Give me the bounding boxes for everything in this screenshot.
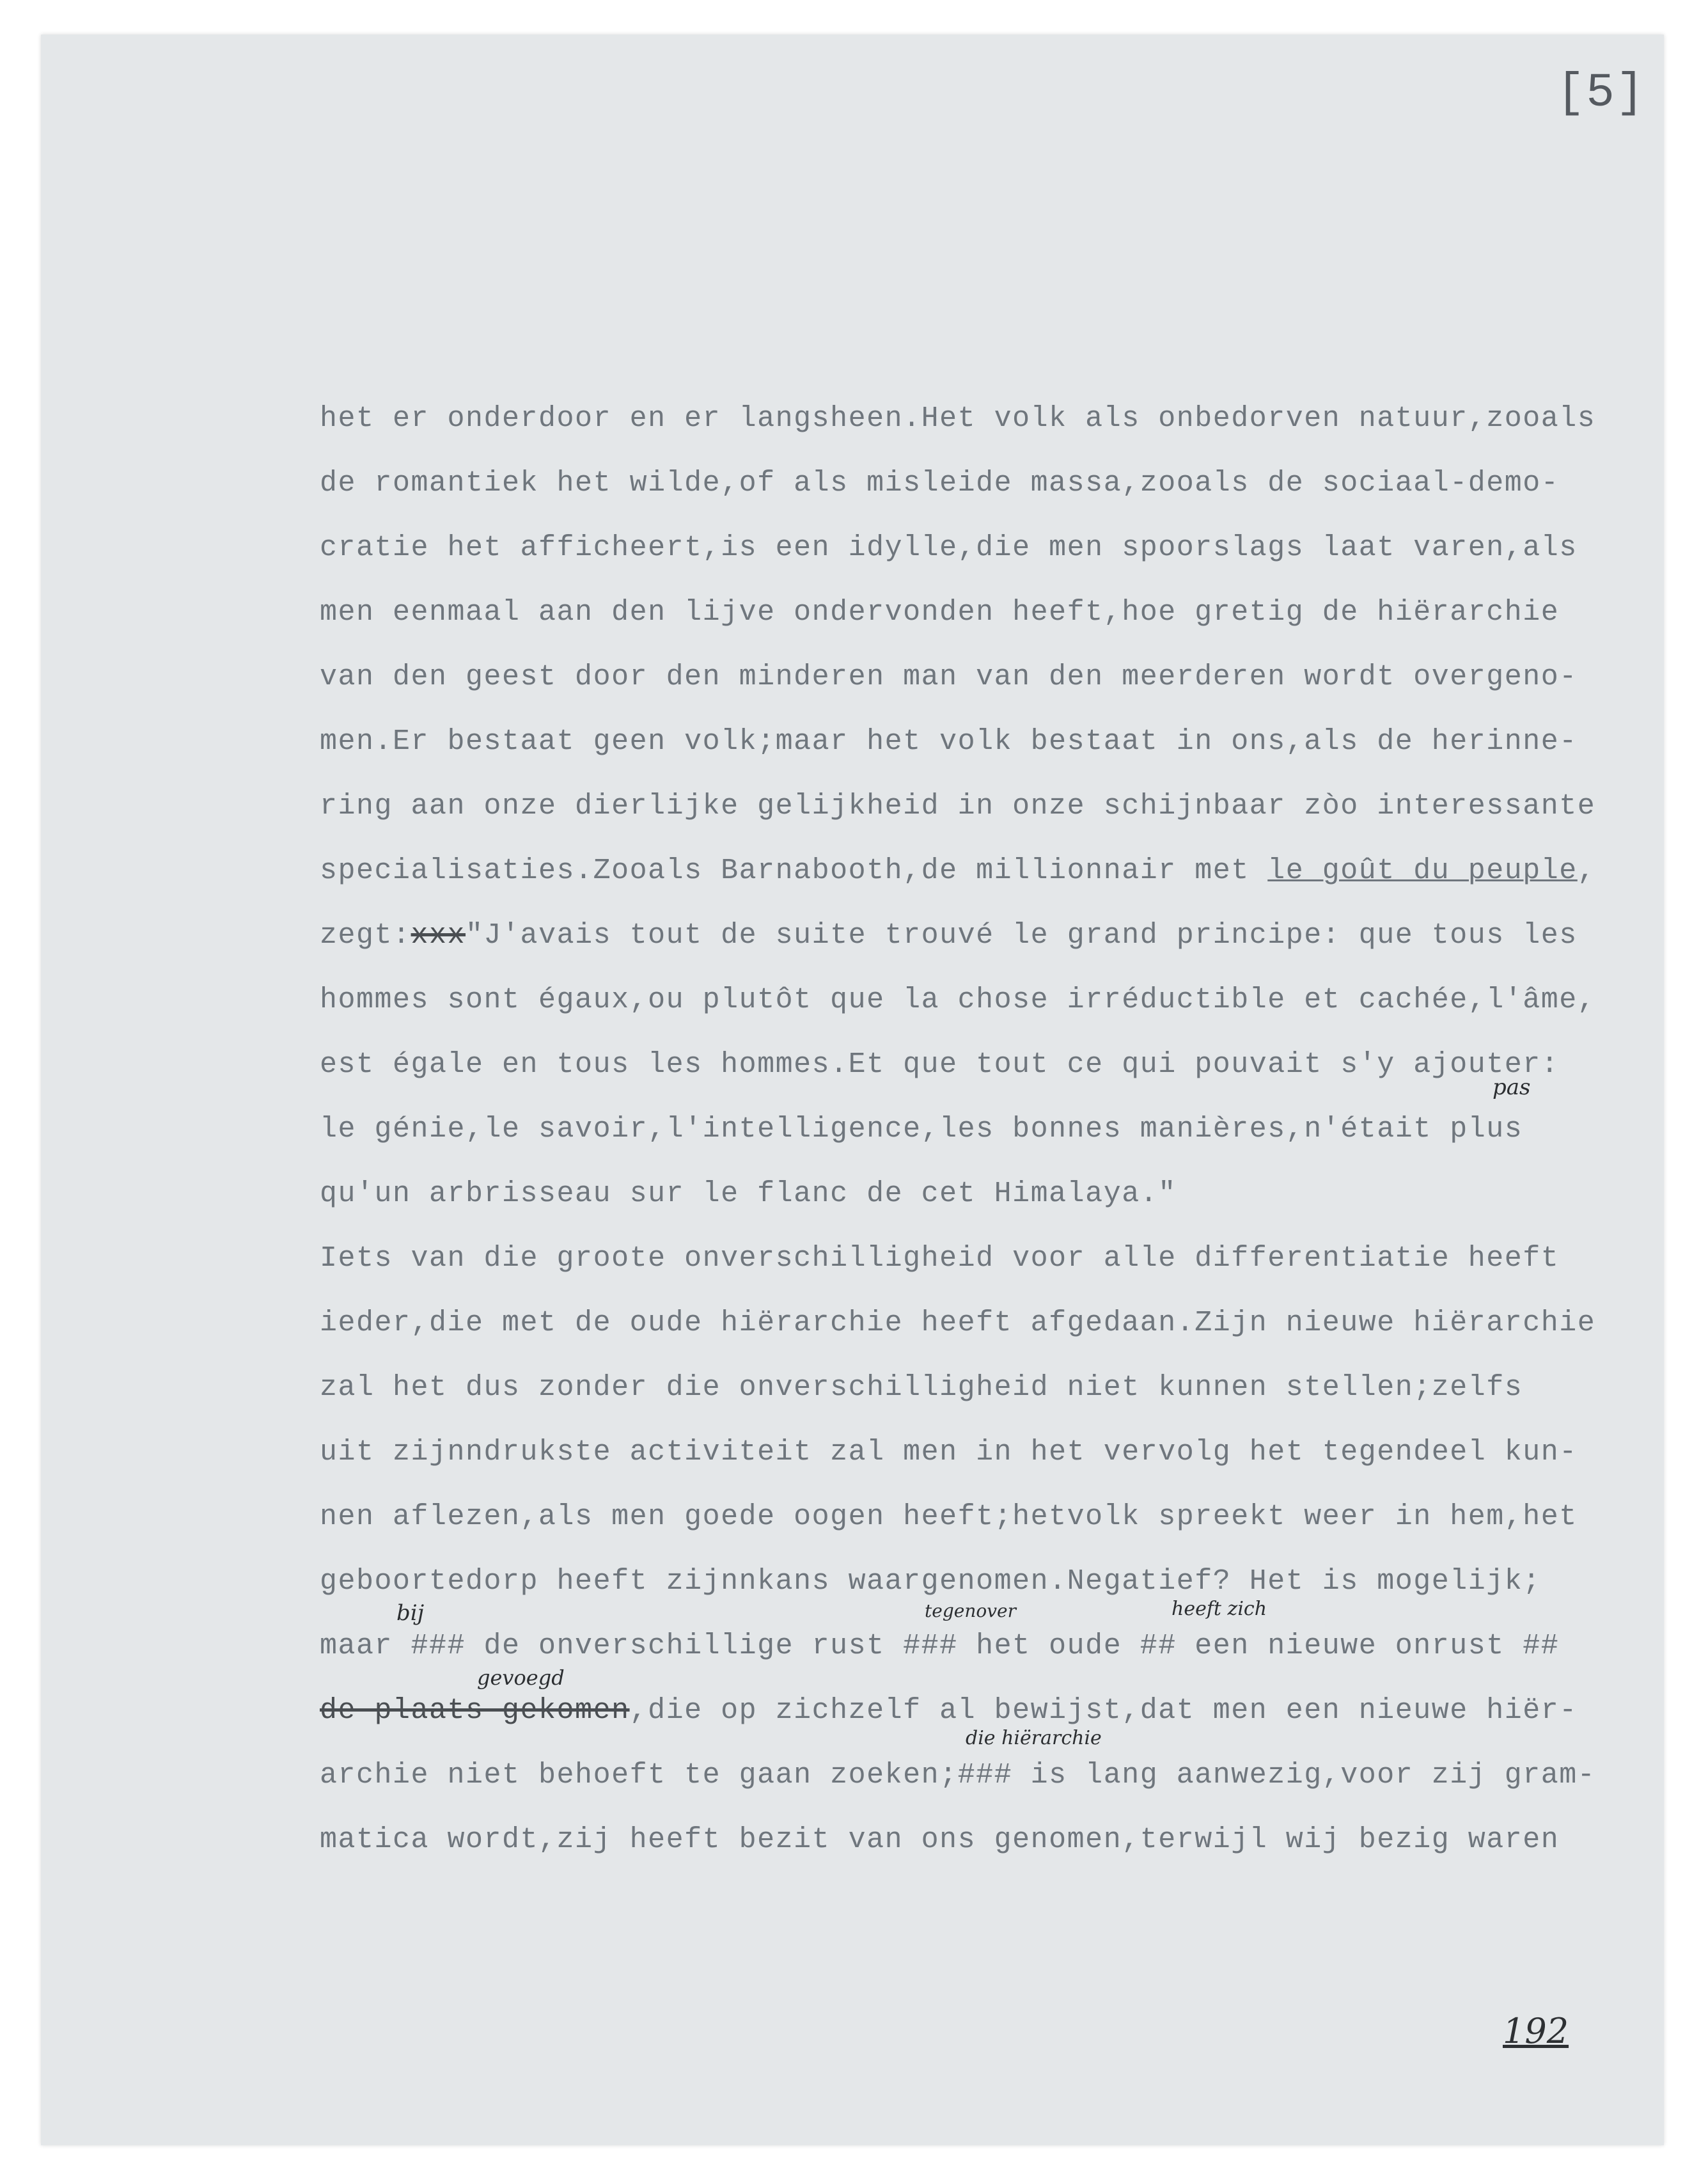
handwritten-gevoegd: gevoegd <box>477 1666 565 1690</box>
text-line: maar ### de onverschillige rust ### het oude ## een nieuwe onrust ## <box>320 1630 1560 1662</box>
text-line <box>320 839 1664 903</box>
handwritten-die-hierarchie: die hiërarchie <box>966 1727 1102 1749</box>
text-line: zal het dus zonder die onverschilligheid niet kunnen stellen;zelfs <box>320 1371 1523 1404</box>
text-line: men eenmaal aan den lijve ondervonden heeft,hoe gretig de hiërarchie <box>320 596 1560 629</box>
folio-number: 192 <box>1503 2011 1569 2051</box>
typescript-page <box>41 35 1664 2145</box>
underlined-phrase: le goût du peuple <box>1267 855 1578 887</box>
handwritten-pas: pas <box>1493 1075 1531 1100</box>
text-run: , <box>1577 855 1596 887</box>
text-line: nen aflezen,als men goede oogen heeft;hetvolk spreekt weer in hem,het <box>320 1501 1578 1533</box>
handwritten-bij: bij <box>396 1600 425 1626</box>
text-run: "J'avais tout de suite trouvé le grand principe: que tous les <box>466 919 1578 952</box>
text-line: ring aan onze dierlijke gelijkheid in onze schijnbaar zòo interessante <box>320 790 1596 823</box>
text-line: men.Er bestaat geen volk;maar het volk bestaat in ons,als de herinne- <box>320 725 1578 758</box>
text-run: ,die op zichzelf al bewijst,dat men een nieuwe hiër- <box>629 1694 1578 1727</box>
text-line: hommes sont égaux,ou plutôt que la chose irréductible et cachée,l'âme, <box>320 984 1596 1016</box>
text-run: zegt: <box>320 919 411 952</box>
text-line: de romantiek het wilde,of als misleide massa,zooals de sociaal-demo- <box>320 467 1560 500</box>
text-line: qu'un arbrisseau sur le flanc de cet Himalaya." <box>320 1178 1177 1210</box>
handwritten-heeft-zich: heeft zich <box>1171 1598 1267 1620</box>
text-run: specialisaties.Zooals Barnabooth,de millionnair met <box>320 855 1268 887</box>
text-line: archie niet behoeft te gaan zoeken;### is lang aanwezig,voor zij gram- <box>320 1759 1596 1792</box>
handwritten-tegenover: tegenover <box>925 1600 1016 1621</box>
text-line: est égale en tous les hommes.Et que tout ce qui pouvait s'y ajouter: <box>320 1048 1560 1081</box>
page-number: [5] <box>1556 67 1646 120</box>
text-line: ieder,die met de oude hiërarchie heeft afgedaan.Zijn nieuwe hiërarchie <box>320 1307 1596 1339</box>
text-line <box>320 903 1664 968</box>
text-line: Iets van die groote onverschilligheid voor alle differentiatie heeft <box>320 1242 1560 1275</box>
struck-text: xxx <box>411 919 466 952</box>
text-line: matica wordt,zij heeft bezit van ons genomen,terwijl wij bezig waren <box>320 1823 1560 1856</box>
text-line: van den geest door den minderen man van den meerderen wordt overgeno- <box>320 661 1578 693</box>
text-line: uit zijnndrukste activiteit zal men in het vervolg het tegendeel kun- <box>320 1436 1578 1469</box>
text-line: geboortedorp heeft zijnnkans waargenomen.Negatief? Het is mogelijk; <box>320 1565 1541 1598</box>
typed-text-block <box>320 386 1664 1872</box>
text-line: het er onderdoor en er langsheen.Het volk als onbedorven natuur,zooals <box>320 402 1596 435</box>
struck-text: de plaats gekomen <box>320 1694 630 1727</box>
text-line: le génie,le savoir,l'intelligence,les bonnes manières,n'était plus <box>320 1113 1523 1146</box>
text-line: cratie het afficheert,is een idylle,die men spoorslags laat varen,als <box>320 532 1578 564</box>
